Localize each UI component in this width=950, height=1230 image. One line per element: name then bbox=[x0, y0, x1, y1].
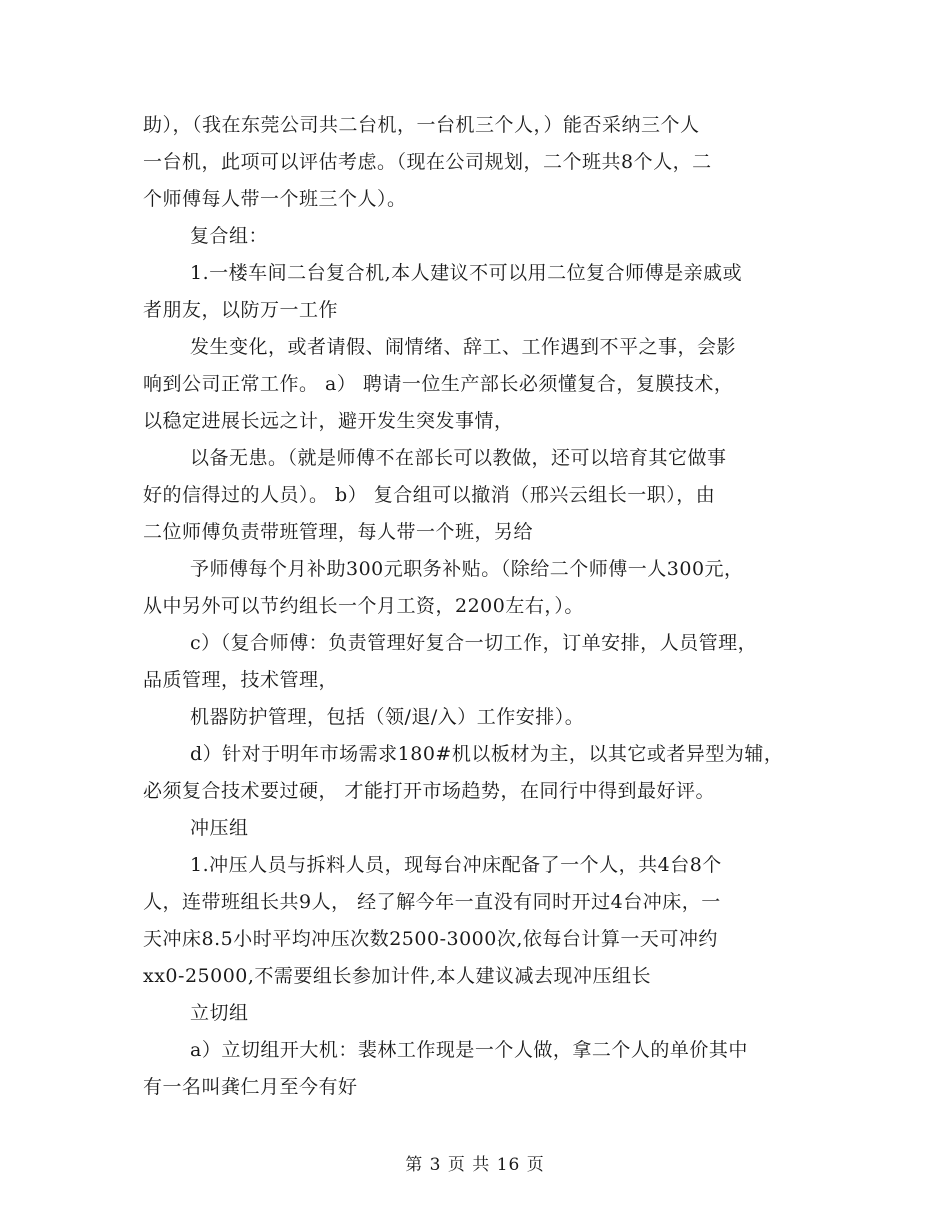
text-line: d）针对于明年市场需求180#机以板材为主，以其它或者异型为辅， bbox=[190, 743, 784, 765]
text-line: 机器防护管理，包括（领/退/入）工作安排）。 bbox=[190, 706, 585, 728]
text-line: 二位师傅负责带班管理，每人带一个班，另给 bbox=[143, 521, 534, 543]
section-heading: 冲压组 bbox=[190, 817, 249, 839]
text-line: 以稳定进展长远之计，避开发生突发事情， bbox=[143, 410, 514, 432]
text-line: xx0-25000,不需要组长参加计件,本人建议减去现冲压组长 bbox=[143, 965, 651, 987]
page-number-footer: 第 3 页 共 16 页 bbox=[405, 1155, 545, 1175]
text-line: a）立切组开大机：裴林工作现是一个人做，拿二个人的单价其中 bbox=[190, 1039, 748, 1061]
text-line: 予师傅每个月补助300元职务补贴。（除给二个师傅一人300元， bbox=[190, 558, 744, 580]
text-line: 助），（我在东莞公司共二台机，一台机三个人，）能否采纳三个人 bbox=[143, 114, 700, 136]
text-line: c）（复合师傅：负责管理好复合一切工作，订单安排，人员管理， bbox=[190, 632, 758, 654]
text-line: 有一名叫龚仁月至今有好 bbox=[143, 1076, 358, 1098]
section-heading: 立切组 bbox=[190, 1002, 249, 1024]
text-line: 者朋友，以防万一工作 bbox=[143, 299, 339, 321]
text-line: 一台机，此项可以评估考虑。（现在公司规划，二个班共8个人，二 bbox=[143, 151, 712, 173]
text-line: 响到公司正常工作。 a） 聘请一位生产部长必须懂复合，复膜技术， bbox=[143, 373, 734, 395]
text-line: 发生变化，或者请假、闹情绪、辞工、工作遇到不平之事，会影 bbox=[190, 336, 737, 358]
text-line: 人，连带班组长共9人， 经了解今年一直没有同时开过4台冲床，一 bbox=[143, 891, 721, 913]
text-line: 1.冲压人员与拆料人员，现每台冲床配备了一个人，共4台8个 bbox=[190, 854, 722, 876]
text-line: 必须复合技术要过硬， 才能打开市场趋势，在同行中得到最好评。 bbox=[143, 780, 716, 802]
text-line: 天冲床8.5小时平均冲压次数2500-3000次,依每台计算一天可冲约 bbox=[143, 928, 718, 950]
text-line: 品质管理，技术管理， bbox=[143, 669, 339, 691]
text-line: 以备无患。（就是师傅不在部长可以教做，还可以培育其它做事 bbox=[190, 447, 727, 469]
text-line: 从中另外可以节约组长一个月工资，2200左右，）。 bbox=[143, 595, 584, 617]
text-line: 好的信得过的人员）。 b） 复合组可以撤消（邢兴云组长一职），由 bbox=[143, 484, 716, 506]
text-line: 1.一楼车间二台复合机,本人建议不可以用二位复合师傅是亲戚或 bbox=[190, 262, 743, 284]
section-heading: 复合组： bbox=[190, 225, 269, 247]
text-line: 个师傅每人带一个班三个人）。 bbox=[143, 188, 407, 210]
